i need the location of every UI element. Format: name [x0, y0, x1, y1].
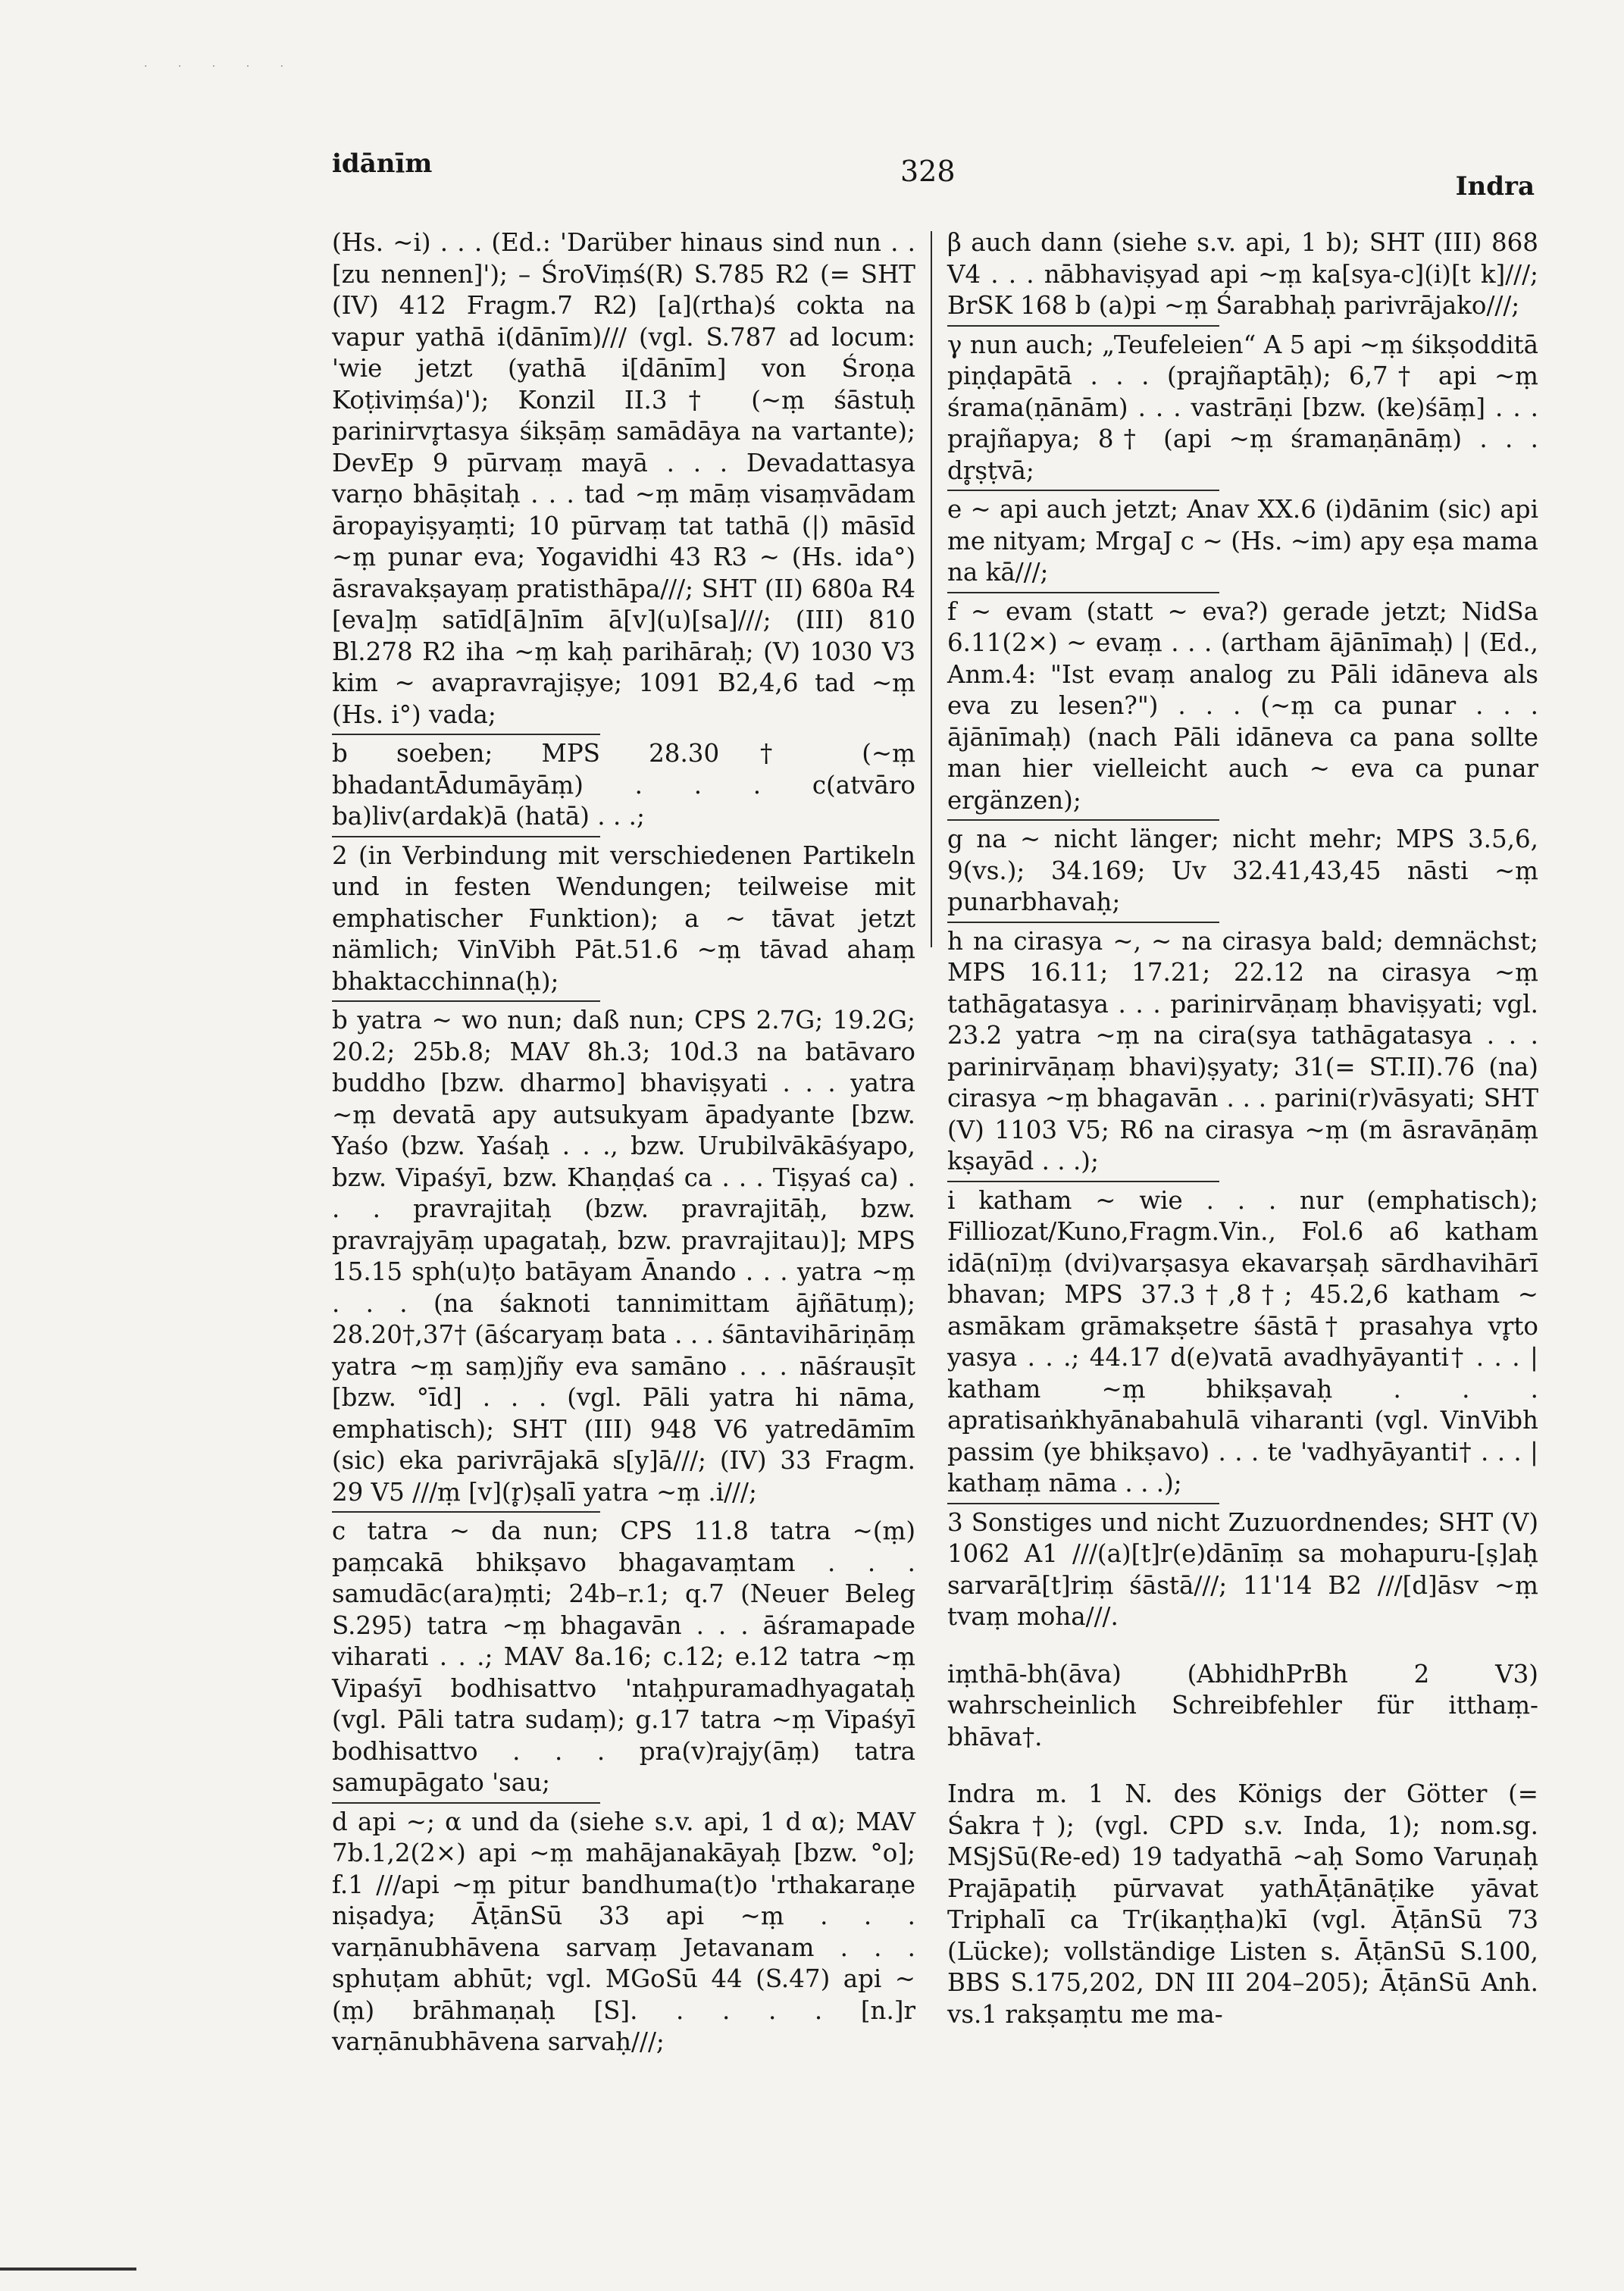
- headword-entry: Indra m. 1 N. des Königs der Götter (= Śakra†); (vgl. CPD s.v. Inda, 1); nom.sg. MSjSū(Re-ed) 19 tadyathā ~aḥ Somo Varuṇaḥ Prajāpatiḥ pūrvavat yathĀṭānāṭike yāvat Triphalī ca Tr(ikaṇṭha)kī (vgl. ĀṭānSū 73 (Lücke); vollständige Listen s. ĀṭānSū S.100, BBS S.175,202, DN III 204–205); ĀṭānSū Anh. vs.1 rakṣaṃtu me ma-: [947, 1779, 1538, 2029]
- entry-paragraph: (Hs. ~i) . . . (Ed.: 'Darüber hinaus sind nun . . [zu nennen]'); – ŚroViṃś(R) S.785 R2 (= SHT (IV) 412 Fragm.7 R2) [a](rtha)ś cokta na vapur yathā i(dānīm)/// (vgl. S.787 ad locum: 'wie jetzt (yathā i[dānīm] von Śroṇa Koṭiviṃśa)'); Konzil II.3† (~ṃ śāstuḥ parinirvr̥tasya śikṣāṃ samādāya na vartante); DevEp 9 pūrvaṃ mayā . . . Devadattasya varṇo bhāṣitaḥ . . . tad ~ṃ māṃ visaṃvādam āropayiṣyaṃti; 10 pūrvaṃ tat tathā (|) māsīd ~ṃ punar eva; Yogavidhi 43 R3 ~ (Hs. ida°) āsravakṣayaṃ pratisthāpa///; SHT (II) 680a R4 [eva]ṃ satīd[ā]nīm ā[v](u)[sa]///; (III) 810 Bl.278 R2 iha ~ṃ kaḥ parihāraḥ; (V) 1030 V3 kim ~ avapravrajiṣye; 1091 B2,4,6 tad ~ṃ (Hs. i°) vada;: [332, 228, 915, 729]
- entry-paragraph: d api ~; α und da (siehe s.v. api, 1 d α); MAV 7b.1,2(2×) api ~ṃ mahājanakāyaḥ [bzw. °o]; f.1 ///api ~ṃ pitur bandhuma(t)o 'rthakaraṇe niṣadya; ĀṭānSū 33 api ~ṃ . . . varṇānubhāvena sarvaṃ Jetavanam . . . sphuṭam abhūt; vgl. MGoSū 44 (S.47) api ~(ṃ) brāhmaṇaḥ [S]. . . . . [n.]r varṇānubhāvena sarvaḥ///;: [332, 1807, 915, 2056]
- subsense-rule: [332, 1802, 600, 1804]
- entry-paragraph: h na cirasya ~, ~ na cirasya bald; demnächst; MPS 16.11; 17.21; 22.12 na cirasya ~ṃ tathāgatasya . . . parinirvāṇaṃ bhaviṣyati; vgl. 23.2 yatra ~ṃ na cira(sya tathāgatasya . . . parinirvāṇaṃ bhavi)ṣyaty; 31(= ST.II).76 (na) cirasya ~ṃ bhagavān . . . parini(r)vāsyati; SHT (V) 1103 V5; R6 na cirasya ~ṃ (m āsravāṇāṃ kṣayād . . .);: [947, 926, 1538, 1175]
- left-column: [332, 227, 915, 2058]
- column-divider: [931, 231, 932, 947]
- right-column: [947, 227, 1538, 2030]
- subsense-rule: [332, 1511, 600, 1513]
- entry-paragraph: 2 (in Verbindung mit verschiedenen Partikeln und in festen Wendungen; teilweise mit emphatischer Funktion); a ~ tāvat jetzt nämlich; VinVibh Pāt.51.6 ~ṃ tāvad ahaṃ bhaktacchinna(ḥ);: [332, 840, 915, 996]
- entry-paragraph: β auch dann (siehe s.v. api, 1 b); SHT (III) 868 V4 . . . nābhaviṣyad api ~ṃ ka[sya-c](i)[t k]///; BrSK 168 b (a)pi ~ṃ Śarabhaḥ parivrājako///;: [947, 228, 1538, 320]
- page-number: 328: [900, 155, 956, 188]
- subsense-rule: [947, 1503, 1219, 1504]
- entry-paragraph: b yatra ~ wo nun; daß nun; CPS 2.7G; 19.2G; 20.2; 25b.8; MAV 8h.3; 10d.3 na batāvaro buddho [bzw. dharmo] bhaviṣyati . . . yatra ~ṃ devatā apy autsukyam āpadyante [bzw. Yaśo (bzw. Yaśaḥ . . ., bzw. Urubilvākāśyapo, bzw. Vipaśyī, bzw. Khaṇḍaś ca . . . Tiṣyaś ca) . . . pravrajitaḥ (bzw. pravrajitāḥ, bzw. pravrajyāṃ upagataḥ, bzw. pravrajitau)]; MPS 15.15 sph(u)ṭo batāyam Ānando . . . yatra ~ṃ . . . (na śaknoti tannimittam ājñātuṃ); 28.20†,37† (āścaryaṃ bata . . . śāntavihāriṇāṃ yatra ~ṃ saṃ)jñy eva samāno . . . nāśrauṣīt [bzw. °īd] . . . (vgl. Pāli yatra hi nāma, emphatisch); SHT (III) 948 V6 yatredāmīm (sic) eka parivrājakā s[y]ā///; (IV) 33 Fragm. 29 V5 ///ṃ [v](r̥)ṣalī yatra ~ṃ .i///;: [332, 1006, 915, 1507]
- subsense-rule: [947, 1181, 1219, 1182]
- subsense-rule: [332, 734, 600, 735]
- running-head-left: idānīm: [332, 149, 433, 179]
- subsense-rule: [947, 325, 1219, 327]
- subsense-rule: [947, 592, 1219, 593]
- subsense-rule: [947, 490, 1219, 491]
- entry-paragraph: f ~ evam (statt ~ eva?) gerade jetzt; NidSa 6.11(2×) ~ evaṃ . . . (artham ājānīmaḥ) | (Ed., Anm.4: "Ist evaṃ analog zu Pāli idāneva als eva zu lesen?") . . . (~ṃ ca punar . . . ājānīmaḥ) (nach Pāli idāneva ca pana sollte man hier vielleicht auch ~ eva ca punar ergänzen);: [947, 596, 1538, 815]
- subsense-rule: [947, 819, 1219, 821]
- entry-paragraph: g na ~ nicht länger; nicht mehr; MPS 3.5,6, 9(vs.); 34.169; Uv 32.41,43,45 nāsti ~ṃ punarbhavaḥ;: [947, 825, 1538, 916]
- subsense-rule: [332, 836, 600, 837]
- entry-paragraph: e ~ api auch jetzt; Anav XX.6 (i)dānim (sic) api me nityam; MrgaJ c ~ (Hs. ~im) apy eṣa mama na kā///;: [947, 495, 1538, 587]
- entry-paragraph: c tatra ~ da nun; CPS 11.8 tatra ~(ṃ) paṃcakā bhikṣavo bhagavaṃtam . . . samudāc(ara)ṃti; 24b–r.1; q.7 (Neuer Beleg S.295) tatra ~ṃ bhagavān . . . āśramapade viharati . . .; MAV 8a.16; c.12; e.12 tatra ~ṃ Vipaśyī bodhisattvo 'ntaḥpuramadhyagataḥ (vgl. Pāli tatra sudaṃ); g.17 tatra ~ṃ Vipaśyī bodhisattvo . . . pra(v)rajy(āṃ) tatra samupāgato 'sau;: [332, 1516, 915, 1797]
- scan-specks: · · · · ·: [144, 61, 298, 73]
- entry-paragraph: γ nun auch; „Teufeleien“ A 5 api ~ṃ śikṣodditā piṇḍapātā . . . (prajñaptāḥ); 6,7† api ~ṃ śrama(ṇānām) . . . vastrāṇi [bzw. (ke)śāṃ] . . . prajñapya; 8† (api ~ṃ śramaṇānāṃ) . . . dr̥ṣṭvā;: [947, 330, 1538, 485]
- subsense-rule: [947, 922, 1219, 923]
- entry-paragraph: i katham ~ wie . . . nur (emphatisch); Filliozat/Kuno,Fragm.Vin., Fol.6 a6 katham idā(nī)ṃ (dvi)varṣasya ekavarṣaḥ sārdhavihārī bhavan; MPS 37.3†,8†; 45.2,6 katham ~ asmākam grāmakṣetre śāstā† prasahya vr̥to yasya . . .; 44.17 d(e)vatā avadhyāyanti† . . . | katham ~ṃ bhikṣavaḥ . . . apratisaṅkhyānabahulā viharanti (vgl. VinVibh passim (ye bhikṣavo) . . . te 'vadhyāyanti† . . . | kathaṃ nāma . . .);: [947, 1185, 1538, 1498]
- running-head-right: Indra: [1455, 171, 1535, 202]
- scan-edge-mark: [0, 2268, 136, 2271]
- entry-paragraph: 3 Sonstiges und nicht Zuzuordnendes; SHT (V) 1062 A1 ///(a)[t]r(e)dānīṃ sa mohapuru-[ṣ]aḥ sarvarā[t]riṃ śāstā///; 11'14 B2 ///[d]āsv ~ṃ tvaṃ moha///.: [947, 1507, 1538, 1631]
- entry-paragraph: b soeben; MPS 28.30† (~ṃ bhadantĀdumāyāṃ) . . . c(atvāro ba)liv(ardak)ā (hatā) . . .;: [332, 739, 915, 831]
- subsense-rule: [332, 1000, 600, 1002]
- headword-entry: iṃthā-bh(āva) (AbhidhPrBh 2 V3) wahrscheinlich Schreibfehler für itthaṃ-bhāva†.: [947, 1659, 1538, 1751]
